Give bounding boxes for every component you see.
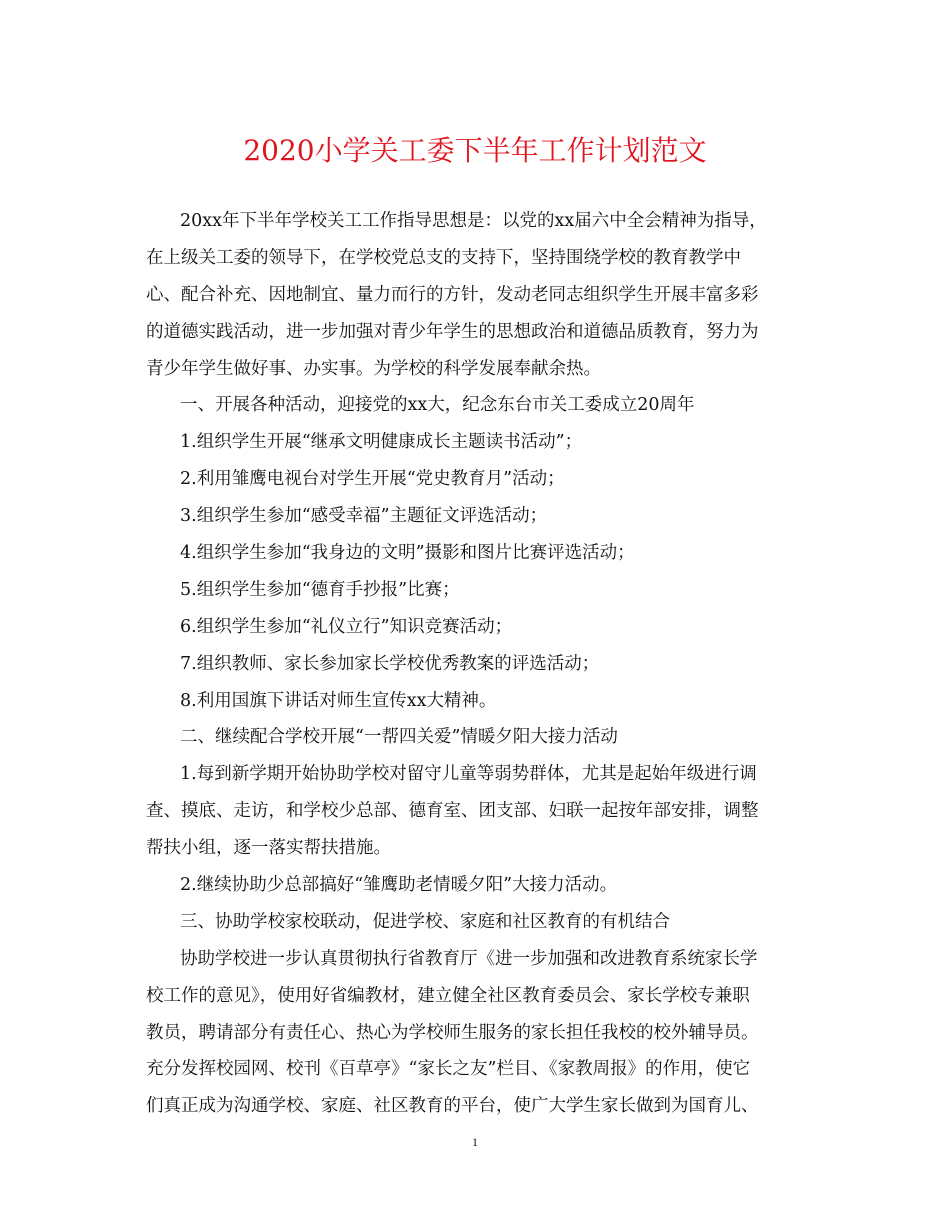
body-line: 2.利用雏鹰电视台对学生开展“党史教育月”活动；	[180, 469, 565, 490]
body-line: 20xx年下半年学校关工工作指导思想是：以党的xx届六中全会精神为指导，	[180, 211, 767, 231]
body-line: 校工作的意见》，使用好省编教材，建立健全社区教育委员会、家长学校专兼职	[146, 985, 750, 1006]
body-line: 4.组织学生参加“我身边的文明”摄影和图片比赛评选活动；	[180, 543, 635, 564]
body-line: 教员，聘请部分有责任心、热心为学校师生服务的家长担任我校的校外辅导员。	[146, 1022, 759, 1043]
body-line: 1.每到新学期开始协助学校对留守儿童等弱势群体，尤其是起始年级进行调	[180, 764, 757, 785]
body-line: 充分发挥校园网、校刊《百草亭》“家长之友”栏目、《家教周报》的作用，使它	[146, 1059, 751, 1080]
body-line: 3.组织学生参加“感受幸福”主题征文评选活动；	[180, 506, 548, 527]
body-line: 1.组织学生开展“继承文明健康成长主题读书活动”；	[180, 432, 583, 453]
body-line: 一、开展各种活动，迎接党的xx大，纪念东台市关工委成立20周年	[180, 395, 695, 416]
body-line: 5.组织学生参加“德育手抄报”比赛；	[180, 579, 460, 600]
body-line: 查、摸底、走访，和学校少总部、德育室、团支部、妇联一起按年部安排，调整	[146, 801, 759, 822]
document-title: 2020小学关工委下半年工作计划范文	[243, 134, 707, 167]
body-line: 心、配合补充、因地制宜、量力而行的方针，发动老同志组织学生开展丰富多彩	[146, 284, 759, 305]
body-line: 6.组织学生参加“礼仪立行”知识竞赛活动；	[180, 616, 513, 637]
body-line: 2.继续协助少总部搞好“雏鹰助老情暖夕阳”大接力活动。	[180, 875, 618, 896]
body-line: 的道德实践活动，进一步加强对青少年学生的思想政治和道德品质教育，努力为	[146, 321, 759, 342]
body-line: 8.利用国旗下讲话对师生宣传xx大精神。	[180, 690, 497, 711]
document-body	[146, 203, 806, 1125]
body-line: 青少年学生做好事、办实事。为学校的科学发展奉献余热。	[146, 358, 601, 379]
body-line: 二、继续配合学校开展“一帮四关爱”情暖夕阳大接力活动	[180, 727, 618, 748]
page-number: 1	[472, 1135, 478, 1149]
body-line: 在上级关工委的领导下，在学校党总支的支持下，坚持围绕学校的教育教学中	[146, 247, 741, 268]
body-line: 帮扶小组，逐一落实帮扶措施。	[146, 838, 391, 859]
body-line: 三、协助学校家校联动，促进学校、家庭和社区教育的有机结合	[180, 911, 670, 932]
body-line: 7.组织教师、家长参加家长学校优秀教案的评选活动；	[180, 653, 600, 674]
body-line: 们真正成为沟通学校、家庭、社区教育的平台，使广大学生家长做到为国育儿、	[146, 1096, 759, 1117]
body-line: 协助学校进一步认真贯彻执行省教育厅《进一步加强和改进教育系统家长学	[180, 948, 758, 969]
